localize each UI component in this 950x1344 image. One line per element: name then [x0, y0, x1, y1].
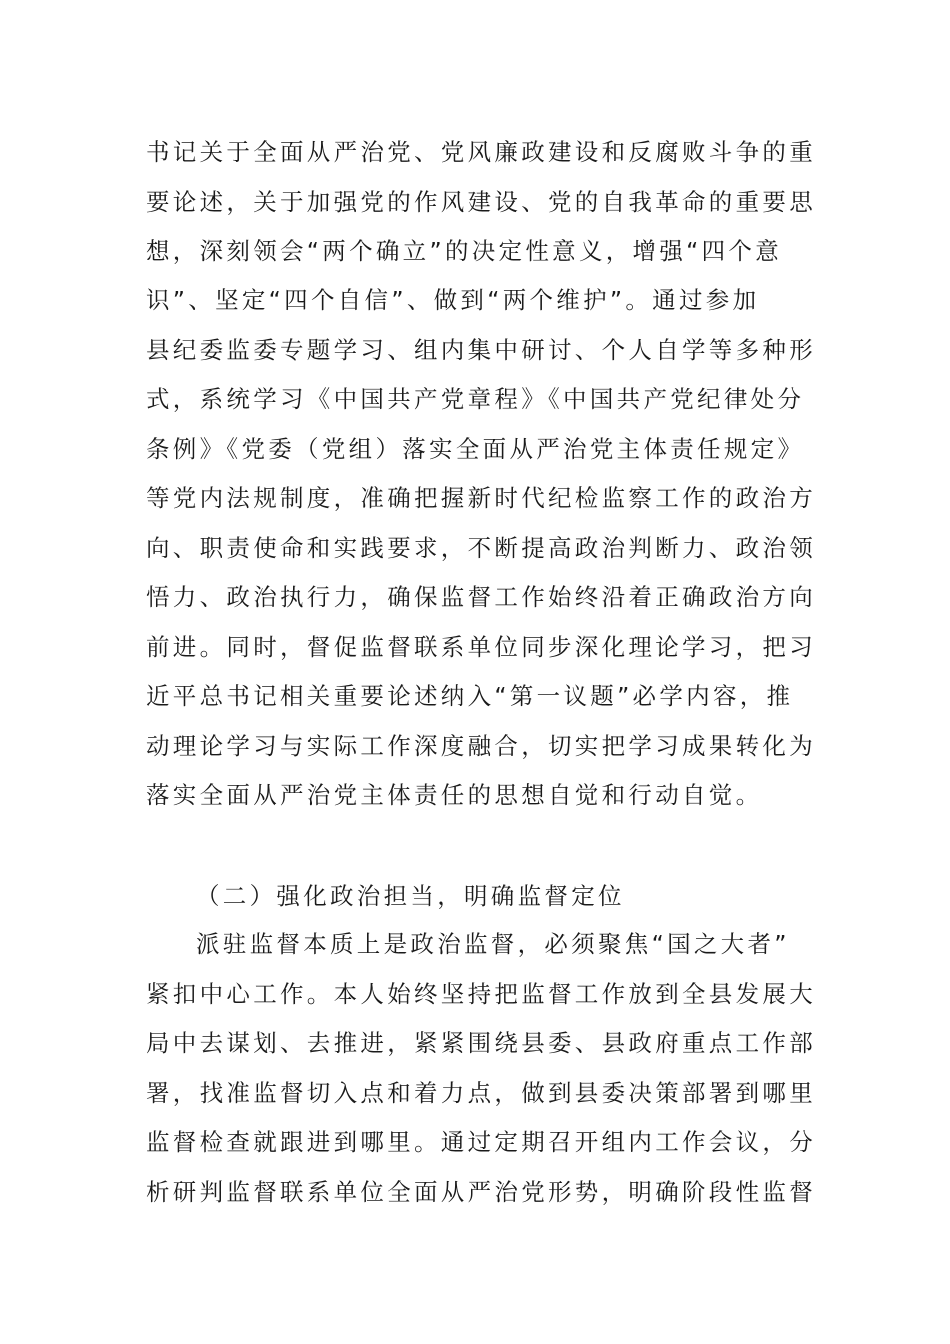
text-line: 要论述，关于加强党的作风建设、党的自我革命的重要思 [146, 188, 816, 216]
text-line: 监督检查就跟进到哪里。通过定期召开组内工作会议，分 [146, 1128, 816, 1156]
text-line: 派驻监督本质上是政治监督，必须聚焦“国之大者” [196, 930, 790, 958]
text-line: 前进。同时，督促监督联系单位同步深化理论学习，把习 [146, 633, 816, 661]
text-line: 式，系统学习《中国共产党章程》《中国共产党纪律处分 [146, 385, 805, 413]
text-line: 识”、坚定“四个自信”、做到“两个维护”。通过参加 [146, 286, 760, 314]
text-line: 县纪委监委专题学习、组内集中研讨、个人自学等多种形 [146, 336, 816, 364]
text-line: 向、职责使命和实践要求，不断提高政治判断力、政治领 [146, 534, 816, 562]
text-line: 等党内法规制度，准确把握新时代纪检监察工作的政治方 [146, 484, 816, 512]
text-line: 想，深刻领会“两个确立”的决定性意义，增强“四个意 [146, 237, 783, 265]
text-line: 近平总书记相关重要论述纳入“第一议题”必学内容，推 [146, 682, 794, 710]
text-line: 局中去谋划、去推进，紧紧围绕县委、县政府重点工作部 [146, 1029, 816, 1057]
text-line: 析研判监督联系单位全面从严治党形势，明确阶段性监督 [146, 1178, 816, 1206]
text-line: 动理论学习与实际工作深度融合，切实把学习成果转化为 [146, 732, 816, 760]
text-line: 落实全面从严治党主体责任的思想自觉和行动自觉。 [146, 781, 763, 809]
text-line: 书记关于全面从严治党、党风廉政建设和反腐败斗争的重 [146, 138, 816, 166]
text-line: 紧扣中心工作。本人始终坚持把监督工作放到全县发展大 [146, 980, 816, 1008]
text-line: 悟力、政治执行力，确保监督工作始终沿着正确政治方向 [146, 583, 816, 611]
section-heading: （二）强化政治担当，明确监督定位 [196, 882, 625, 910]
text-line: 条例》《党委（党组）落实全面从严治党主体责任规定》 [146, 435, 805, 463]
text-line: 署，找准监督切入点和着力点，做到县委决策部署到哪里 [146, 1079, 816, 1107]
